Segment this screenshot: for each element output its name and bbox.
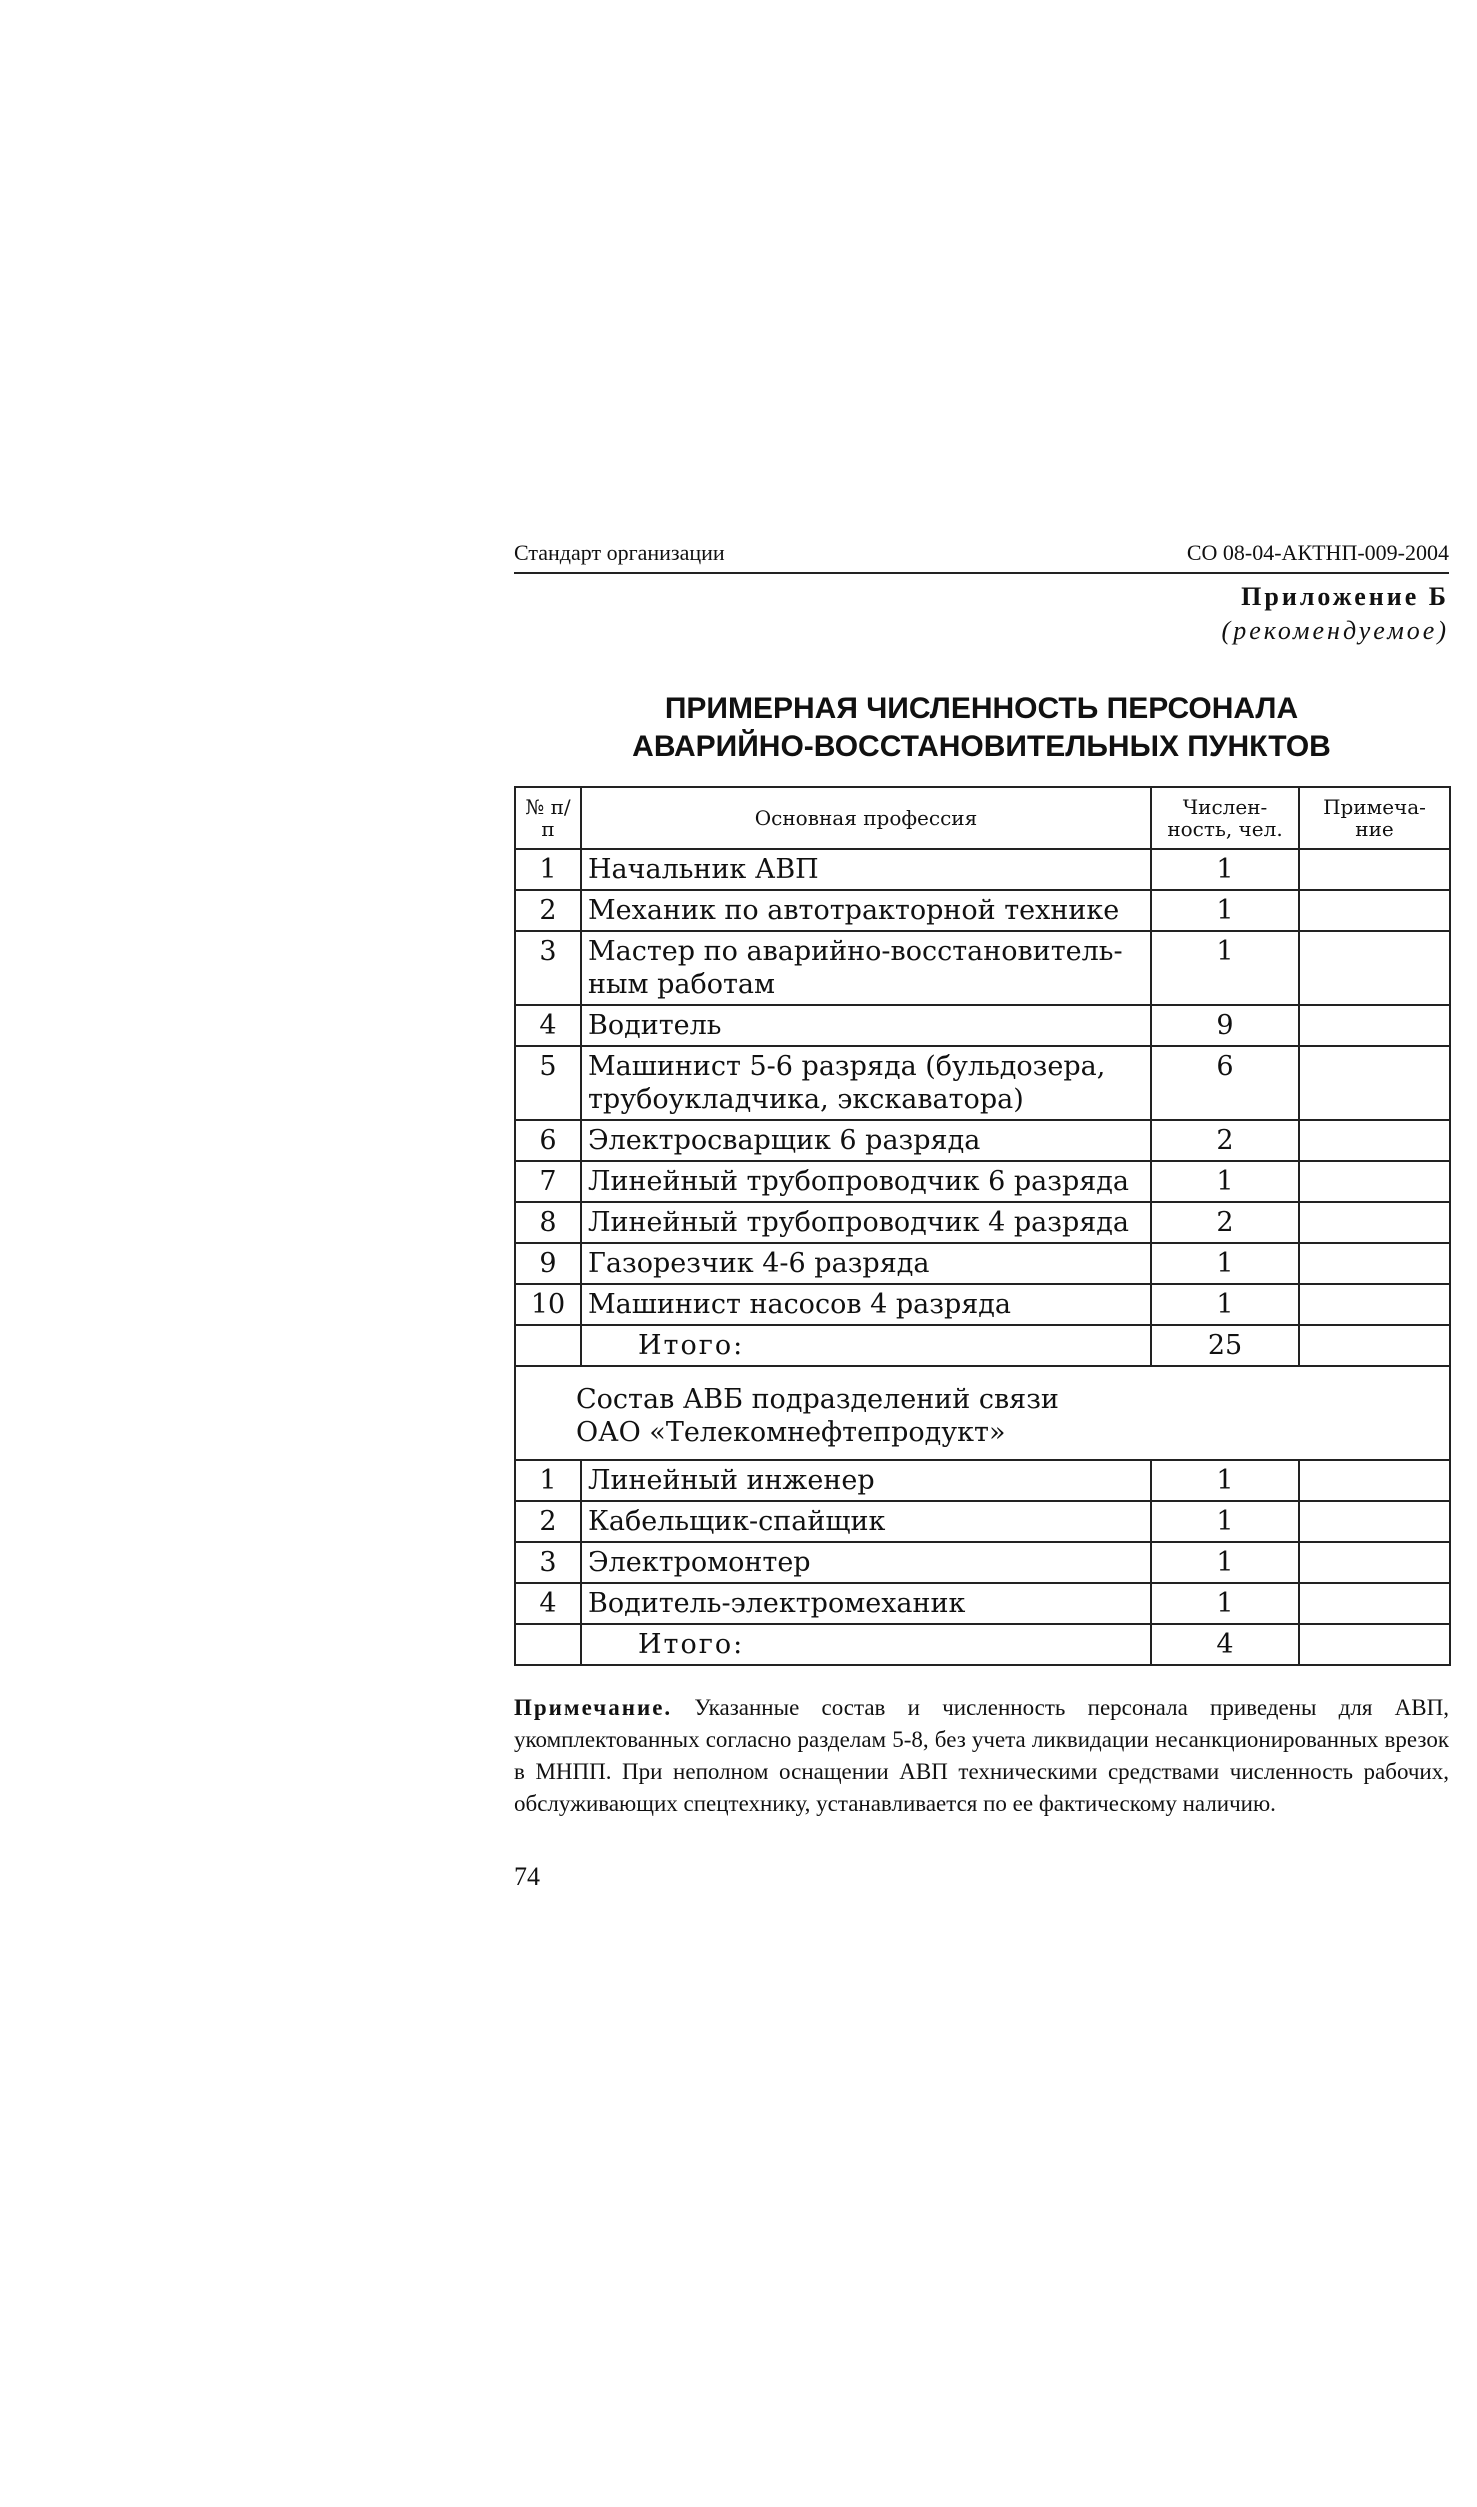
- row-profession: Водитель: [581, 1005, 1151, 1046]
- group-line-2: ОАО «Телекомнефтепродукт»: [576, 1417, 1006, 1448]
- row-profession: Газорезчик 4-6 разряда: [581, 1243, 1151, 1284]
- table-row: [515, 1460, 1450, 1501]
- group-line-1: Состав АВБ подразделений связи: [576, 1384, 1059, 1415]
- header-profession: Основная профессия: [581, 787, 1151, 849]
- table-row: [515, 1202, 1450, 1243]
- title-line-1: ПРИМЕРНАЯ ЧИСЛЕННОСТЬ ПЕРСОНАЛА: [664, 692, 1299, 725]
- row-number: 9: [515, 1243, 581, 1284]
- row-number: 6: [515, 1120, 581, 1161]
- row-note: [1299, 931, 1450, 1005]
- row-profession: Кабельщик-спайщик: [581, 1501, 1151, 1542]
- row-note: [1299, 1284, 1450, 1325]
- group-heading: [515, 1366, 1450, 1460]
- empty-cell: [515, 1325, 581, 1366]
- row-count: 9: [1151, 1005, 1299, 1046]
- row-note: [1299, 1583, 1450, 1624]
- row-count: 1: [1151, 890, 1299, 931]
- row-count: 6: [1151, 1046, 1299, 1120]
- row-profession: Машинист насосов 4 разряда: [581, 1284, 1151, 1325]
- row-profession: Электромонтер: [581, 1542, 1151, 1583]
- row-count: 1: [1151, 1460, 1299, 1501]
- row-note: [1299, 1005, 1450, 1046]
- table-note: [514, 1692, 1449, 1820]
- row-count: 1: [1151, 1542, 1299, 1583]
- row-profession: Мастер по аварийно-восстановитель-ным работам: [581, 931, 1151, 1005]
- total-label: Итого:: [581, 1624, 1151, 1665]
- empty-cell: [1299, 1325, 1450, 1366]
- row-note: [1299, 1046, 1450, 1120]
- row-profession: Электросварщик 6 разряда: [581, 1120, 1151, 1161]
- row-number: 2: [515, 1501, 581, 1542]
- row-note: [1299, 1202, 1450, 1243]
- row-profession: Линейный трубопроводчик 6 разряда: [581, 1161, 1151, 1202]
- header-right: СО 08-04-АКТНП-009-2004: [1186, 540, 1449, 565]
- row-number: 1: [515, 1460, 581, 1501]
- header-left: Стандарт организации: [514, 540, 725, 565]
- row-count: 1: [1151, 1583, 1299, 1624]
- table-row: [515, 1243, 1450, 1284]
- table-row: [515, 1284, 1450, 1325]
- table-row: [515, 1046, 1450, 1120]
- table-row: [515, 1501, 1450, 1542]
- table-row: [515, 1542, 1450, 1583]
- row-number: 1: [515, 849, 581, 890]
- table-header-row: [515, 787, 1450, 849]
- empty-cell: [515, 1624, 581, 1665]
- row-count: 1: [1151, 849, 1299, 890]
- appendix-title: Приложение Б: [1241, 582, 1449, 611]
- table-row: [515, 1161, 1450, 1202]
- document-page: [514, 540, 1449, 1892]
- note-label: Примечание.: [514, 1695, 673, 1720]
- row-note: [1299, 1501, 1450, 1542]
- row-profession: Механик по автотракторной технике: [581, 890, 1151, 931]
- row-note: [1299, 1161, 1450, 1202]
- row-number: 3: [515, 1542, 581, 1583]
- row-count: 1: [1151, 931, 1299, 1005]
- table-row: [515, 1583, 1450, 1624]
- total-count: 4: [1151, 1624, 1299, 1665]
- table-row: [515, 890, 1450, 931]
- staff-table: [514, 786, 1451, 1666]
- note-text: Указанные состав и численность персонала приведены для АВП, укомплектованных согласно разделам 5-8, без учета ликвидации несанкционированных врезок в МНПП. При неполном оснащении АВП техническими средствами численность рабочих, обслуживающих спецтехнику, устанавливается по ее фактическому наличию.: [514, 1695, 1449, 1816]
- title-line-2: АВАРИЙНО-ВОССТАНОВИТЕЛЬНЫХ ПУНКТОВ: [632, 730, 1331, 763]
- total-row: [515, 1325, 1450, 1366]
- row-profession: Начальник АВП: [581, 849, 1151, 890]
- row-note: [1299, 1542, 1450, 1583]
- row-count: 2: [1151, 1202, 1299, 1243]
- page-number: 74: [514, 1862, 540, 1891]
- row-note: [1299, 890, 1450, 931]
- row-profession: Машинист 5-6 разряда (бульдозера, трубоукладчика, экскаватора): [581, 1046, 1151, 1120]
- empty-cell: [1299, 1624, 1450, 1665]
- row-number: 4: [515, 1005, 581, 1046]
- row-number: 3: [515, 931, 581, 1005]
- header-note: Примеча- ние: [1299, 787, 1450, 849]
- row-number: 5: [515, 1046, 581, 1120]
- row-number: 8: [515, 1202, 581, 1243]
- row-number: 10: [515, 1284, 581, 1325]
- table-row: [515, 1005, 1450, 1046]
- total-row: [515, 1624, 1450, 1665]
- row-note: [1299, 1243, 1450, 1284]
- row-note: [1299, 1120, 1450, 1161]
- appendix-subtitle: (рекомендуемое): [1221, 616, 1449, 645]
- row-profession: Линейный трубопроводчик 4 разряда: [581, 1202, 1151, 1243]
- row-count: 1: [1151, 1501, 1299, 1542]
- row-count: 1: [1151, 1284, 1299, 1325]
- table-row: [515, 1120, 1450, 1161]
- row-note: [1299, 849, 1450, 890]
- row-number: 2: [515, 890, 581, 931]
- row-profession: Водитель-электромеханик: [581, 1583, 1151, 1624]
- table-row: [515, 931, 1450, 1005]
- running-header: [514, 540, 1449, 574]
- row-count: 1: [1151, 1161, 1299, 1202]
- group-row: [515, 1366, 1450, 1460]
- row-count: 1: [1151, 1243, 1299, 1284]
- row-note: [1299, 1460, 1450, 1501]
- row-profession: Линейный инженер: [581, 1460, 1151, 1501]
- document-title: [514, 690, 1449, 766]
- header-num: № п/п: [515, 787, 581, 849]
- row-count: 2: [1151, 1120, 1299, 1161]
- total-count: 25: [1151, 1325, 1299, 1366]
- total-label: Итого:: [581, 1325, 1151, 1366]
- header-count: Числен- ность, чел.: [1151, 787, 1299, 849]
- table-row: [515, 849, 1450, 890]
- row-number: 7: [515, 1161, 581, 1202]
- row-number: 4: [515, 1583, 581, 1624]
